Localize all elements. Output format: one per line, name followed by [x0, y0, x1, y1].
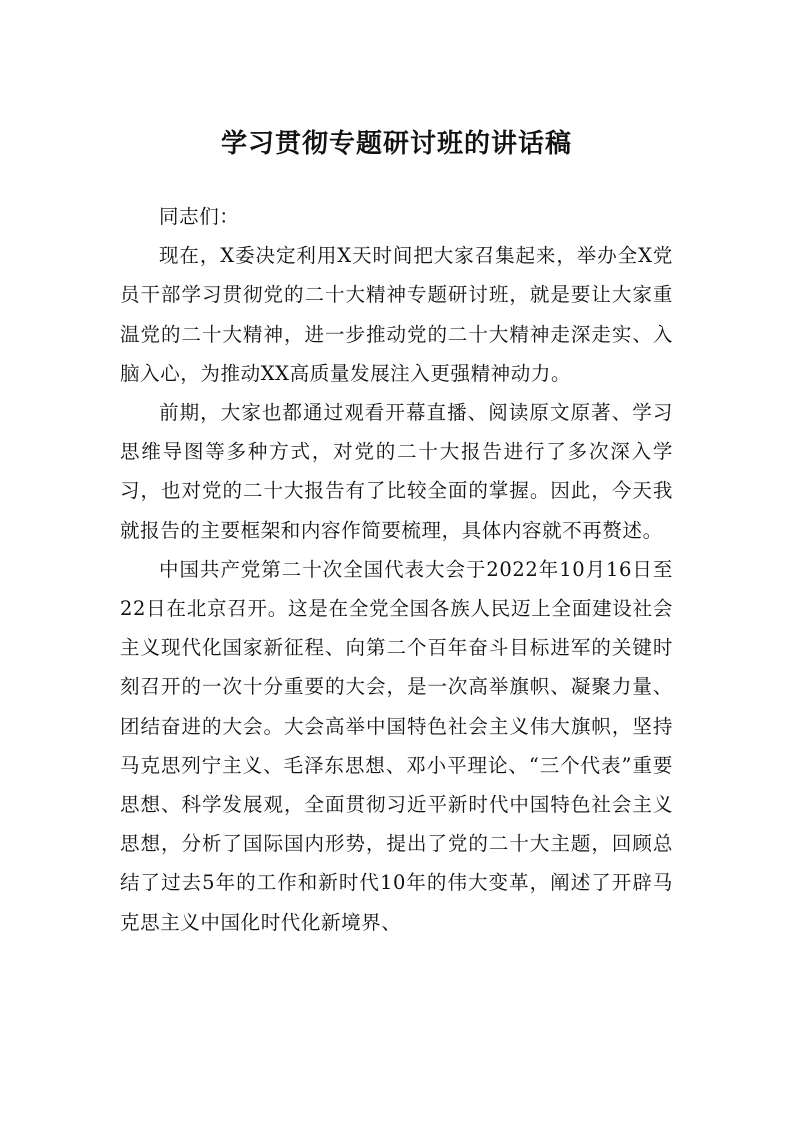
body-paragraph: 前期，大家也都通过观看开幕直播、阅读原文原著、学习思维导图等多种方式，对党的二十大报告进行了多次深入学习，也对党的二十大报告有了比较全面的掌握。因此，今天我就报告的主要框架和内容作简要梳理，具体内容就不再赘述。	[120, 401, 673, 542]
body-paragraph: 中国共产党第二十次全国代表大会于2022年10月16日至22日在北京召开。这是在全党全国各族人民迈上全面建设社会主义现代化国家新征程、向第二个百年奋斗目标进军的关键时刻召开的一次十分重要的大会，是一次高举旗帜、凝聚力量、团结奋进的大会。大会高举中国特色社会主义伟大旗帜，坚持马克思列宁主义、毛泽东思想、邓小平理论、“三个代表”重要思想、科学发展观，全面贯彻习近平新时代中国特色社会主义思想，分析了国际国内形势，提出了党的二十大主题，回顾总结了过去5年的工作和新时代10年的伟大变革，阐述了开辟马克思主义中国化时代化新境界、	[120, 557, 673, 934]
salutation-paragraph: 同志们：	[159, 205, 240, 228]
document-title: 学习贯彻专题研讨班的讲话稿	[220, 129, 572, 159]
body-paragraph: 现在，X委决定利用X天时间把大家召集起来，举办全X党员干部学习贯彻党的二十大精神专题研讨班，就是要让大家重温党的二十大精神，进一步推动党的二十大精神走深走实、入脑入心，为推动XX高质量发展注入更强精神动力。	[120, 244, 673, 385]
document-body	[120, 197, 673, 942]
